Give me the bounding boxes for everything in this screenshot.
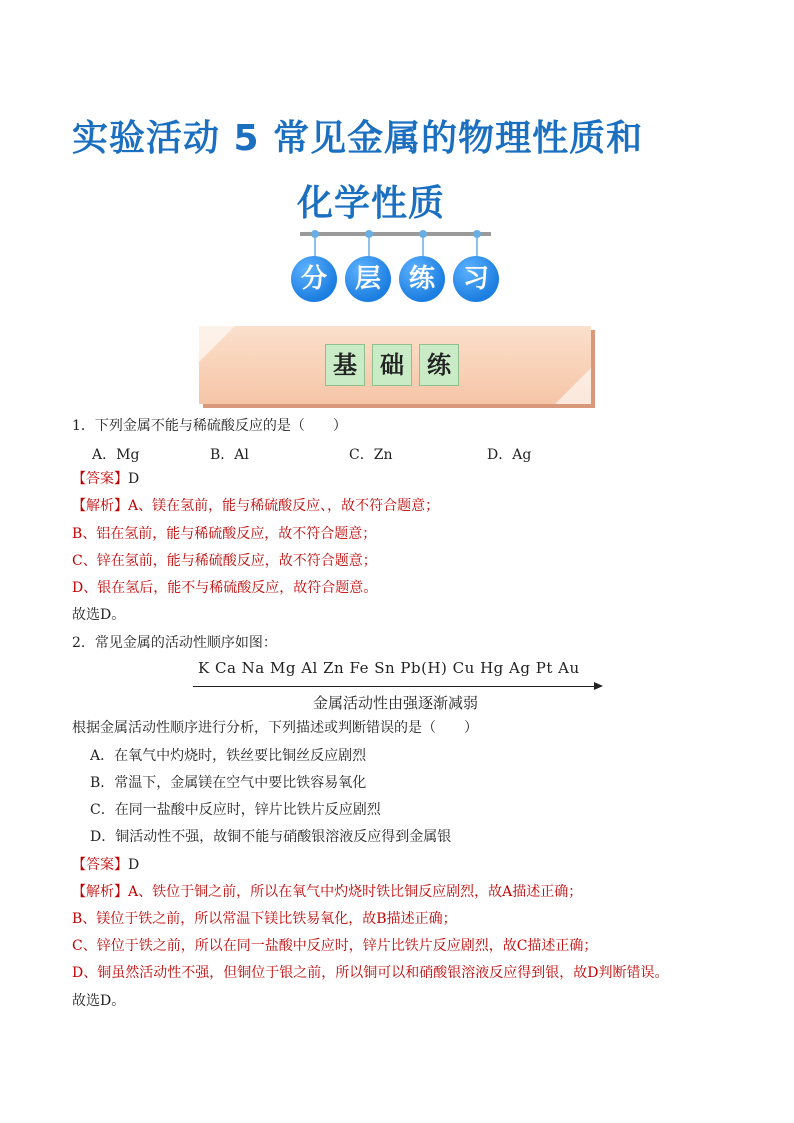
question-1-analysis-line: B、铝在氢前，能与稀硫酸反应，故不符合题意； [72, 526, 377, 542]
answer-label: 【答案】 [72, 857, 128, 873]
ribbon-ball-fen: 分 [291, 256, 337, 302]
question-1-answer [72, 469, 139, 489]
analysis-label: 【解析】 [72, 498, 128, 514]
ribbon-ball-xi: 习 [453, 256, 499, 302]
question-2-stem: 2．常见金属的活动性顺序如图： [72, 635, 277, 651]
answer-value: D [128, 857, 140, 873]
page-title-line2: 化学性质 [297, 183, 446, 224]
question-2-option-d: D．铜活动性不强，故铜不能与硝酸银溶液反应得到金属银 [90, 829, 452, 845]
question-2-conclusion: 故选D。 [72, 993, 126, 1009]
analysis-text: A、铁位于铜之前，所以在氧气中灼烧时铁比铜反应剧烈，故A描述正确； [128, 884, 583, 900]
banner-tile-lian: 练 [419, 344, 459, 386]
ribbon-pin [422, 232, 424, 258]
question-2-option-c: C．在同一盐酸中反应时，锌片比铁片反应剧烈 [90, 802, 381, 818]
question-2-analysis-line: B、镁位于铁之前，所以常温下镁比铁易氧化，故B描述正确； [72, 911, 457, 927]
question-2-analysis-line [72, 882, 582, 902]
question-1-analysis-line: C、锌在氢前，能与稀硫酸反应，故不符合题意； [72, 553, 377, 569]
ribbon-pin [368, 232, 370, 258]
analysis-label: 【解析】 [72, 884, 128, 900]
question-2-question: 根据金属活动性顺序进行分析，下列描述或判断错误的是（ ） [72, 720, 478, 736]
question-2-option-b: B．常温下，金属镁在空气中要比铁容易氧化 [90, 775, 367, 791]
question-1-conclusion: 故选D。 [72, 607, 126, 623]
question-1-option-b: B．Al [210, 447, 249, 463]
question-2-option-a: A．在氧气中灼烧时，铁丝要比铜丝反应剧烈 [90, 748, 367, 764]
question-2-answer [72, 855, 139, 875]
answer-value: D [128, 471, 140, 487]
ribbon-ball-lian: 练 [399, 256, 445, 302]
ribbon-pin [314, 232, 316, 258]
activity-arrow-label: 金属活动性由强逐渐减弱 [313, 694, 479, 712]
answer-label: 【答案】 [72, 471, 128, 487]
question-1-analysis-line: D、银在氢后，能不与稀硫酸反应，故符合题意。 [72, 580, 378, 596]
arrow-head-icon [594, 682, 603, 690]
ribbon-ball-ceng: 层 [345, 256, 391, 302]
ribbon-pin [476, 232, 478, 258]
page-title-line1: 实验活动 5 常见金属的物理性质和 [72, 118, 644, 159]
question-1-analysis-line [72, 496, 439, 516]
question-1-option-c: C．Zn [349, 447, 393, 463]
analysis-text: A、镁在氢前，能与稀硫酸反应、，故不符合题意； [128, 498, 440, 514]
question-1-stem: 1．下列金属不能与稀硫酸反应的是（ ） [72, 418, 347, 434]
question-2-analysis-line: C、锌位于铁之前，所以在同一盐酸中反应时，锌片比铁片反应剧烈，故C描述正确； [72, 938, 598, 954]
question-1-option-d: D．Ag [487, 447, 532, 463]
banner-tile-chu: 础 [372, 344, 412, 386]
activity-arrow [193, 686, 595, 687]
ribbon-rail [300, 232, 491, 236]
question-1-option-a: A．Mg [92, 447, 140, 463]
banner-tile-ji: 基 [325, 344, 365, 386]
metal-activity-series: K Ca Na Mg Al Zn Fe Sn Pb(H) Cu Hg Ag Pt Au [198, 659, 580, 677]
question-2-analysis-line: D、铜虽然活动性不强，但铜位于银之前，所以铜可以和硝酸银溶液反应得到银，故D判断错误。 [72, 965, 669, 981]
